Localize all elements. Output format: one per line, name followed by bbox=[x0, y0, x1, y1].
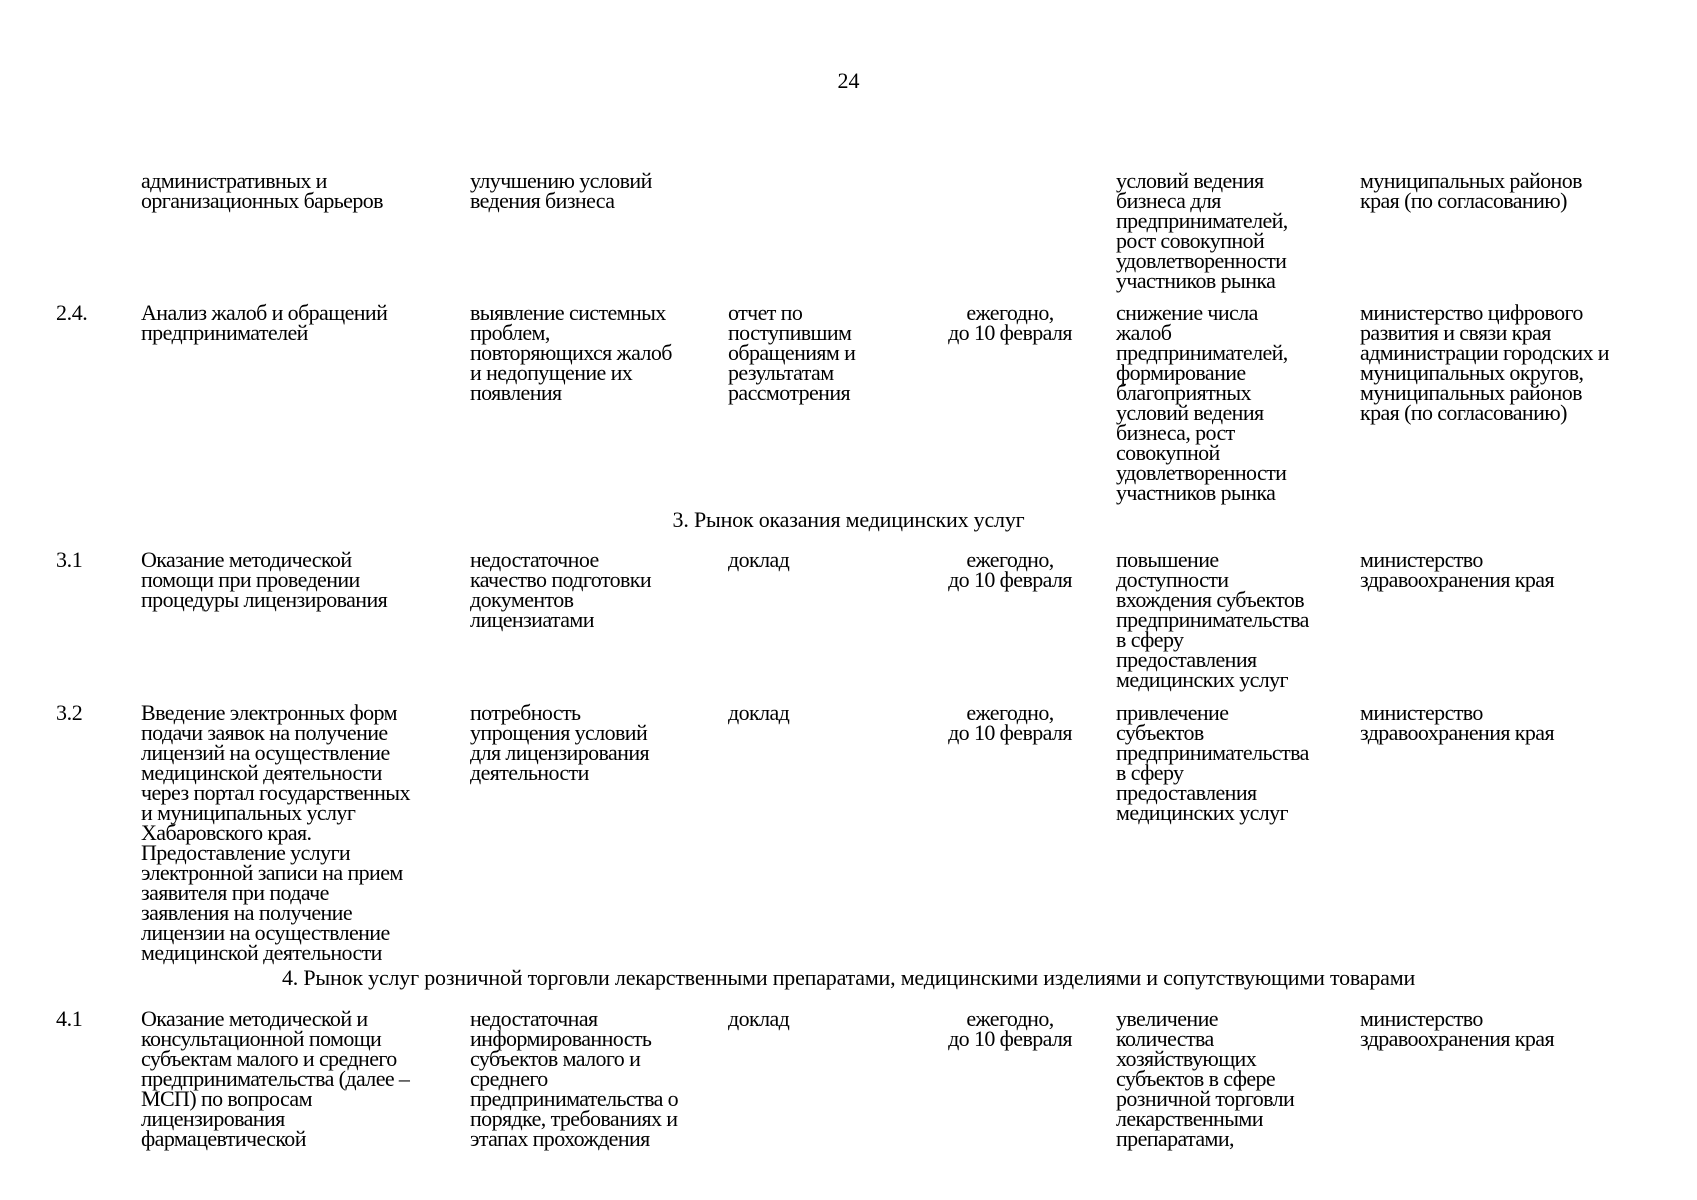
cell-term: ежегодно, до 10 февраля bbox=[948, 547, 1072, 592]
cell-responsible: министерство здравоохранения края bbox=[1360, 700, 1554, 745]
cell-name: Оказание методической помощи при проведении процедуры лицензирования bbox=[141, 547, 388, 612]
cell-term: ежегодно, до 10 февраля bbox=[948, 300, 1072, 345]
cell-number: 2.4. bbox=[56, 300, 88, 325]
cell-number: 3.2 bbox=[56, 700, 83, 725]
cell-effect: условий ведения бизнеса для предпринимателей, рост совокупной удовлетворенности участников рынка bbox=[1116, 168, 1288, 293]
cell-problem: недостаточное качество подготовки документов лицензиатами bbox=[470, 547, 652, 632]
cell-number: 3.1 bbox=[56, 547, 83, 572]
cell-problem: улучшению условий ведения бизнеса bbox=[470, 168, 652, 213]
page-number: 24 bbox=[837, 68, 860, 93]
cell-term: ежегодно, до 10 февраля bbox=[948, 700, 1072, 745]
cell-result: доклад bbox=[728, 700, 790, 725]
cell-name: Введение электронных форм подачи заявок на получение лицензий на осуществление медицинской деятельности через портал государственных и муниципальных услуг Хабаровского края. Предоставление услуги электронной записи на прием заявителя при подаче заявления на получение лицензии на осуществление медицинской деятельности bbox=[141, 700, 410, 965]
cell-result: доклад bbox=[728, 547, 790, 572]
cell-effect: повышение доступности вхождения субъектов предпринимательства в сферу предоставления медицинских услуг bbox=[1116, 547, 1309, 692]
section-title-4: 4. Рынок услуг розничной торговли лекарственными препаратами, медицинскими изделиями и сопутствующими товарами bbox=[281, 965, 1416, 990]
cell-responsible: министерство здравоохранения края bbox=[1360, 547, 1554, 592]
cell-result: доклад bbox=[728, 1006, 790, 1031]
cell-effect: увеличение количества хозяйствующих субъектов в сфере розничной торговли лекарственными препаратами, bbox=[1116, 1006, 1295, 1151]
cell-responsible: министерство здравоохранения края bbox=[1360, 1006, 1554, 1051]
cell-responsible: министерство цифрового развития и связи края администрации городских и муниципальных округов, муниципальных районов края (по согласованию) bbox=[1360, 300, 1609, 425]
cell-name: Оказание методической и консультационной помощи субъектам малого и среднего предпринимательства (далее – МСП) по вопросам лицензирования фармацевтической bbox=[141, 1006, 410, 1151]
cell-responsible: муниципальных районов края (по согласованию) bbox=[1360, 168, 1582, 213]
cell-problem: недостаточная информированность субъектов малого и среднего предпринимательства о порядке, требованиях и этапах прохождения bbox=[470, 1006, 679, 1151]
cell-effect: снижение числа жалоб предпринимателей, формирование благоприятных условий ведения бизнеса, рост совокупной удовлетворенности участников рынка bbox=[1116, 300, 1288, 505]
cell-problem: потребность упрощения условий для лицензирования деятельности bbox=[470, 700, 650, 785]
cell-result: отчет по поступившим обращениям и результатам рассмотрения bbox=[728, 300, 856, 405]
cell-name: Анализ жалоб и обращений предпринимателей bbox=[141, 300, 388, 345]
cell-name: административных и организационных барьеров bbox=[141, 168, 383, 213]
section-title-3: 3. Рынок оказания медицинских услуг bbox=[672, 507, 1025, 532]
cell-number: 4.1 bbox=[56, 1006, 83, 1031]
cell-problem: выявление системных проблем, повторяющихся жалоб и недопущение их появления bbox=[470, 300, 672, 405]
cell-effect: привлечение субъектов предпринимательства в сферу предоставления медицинских услуг bbox=[1116, 700, 1309, 825]
cell-term: ежегодно, до 10 февраля bbox=[948, 1006, 1072, 1051]
